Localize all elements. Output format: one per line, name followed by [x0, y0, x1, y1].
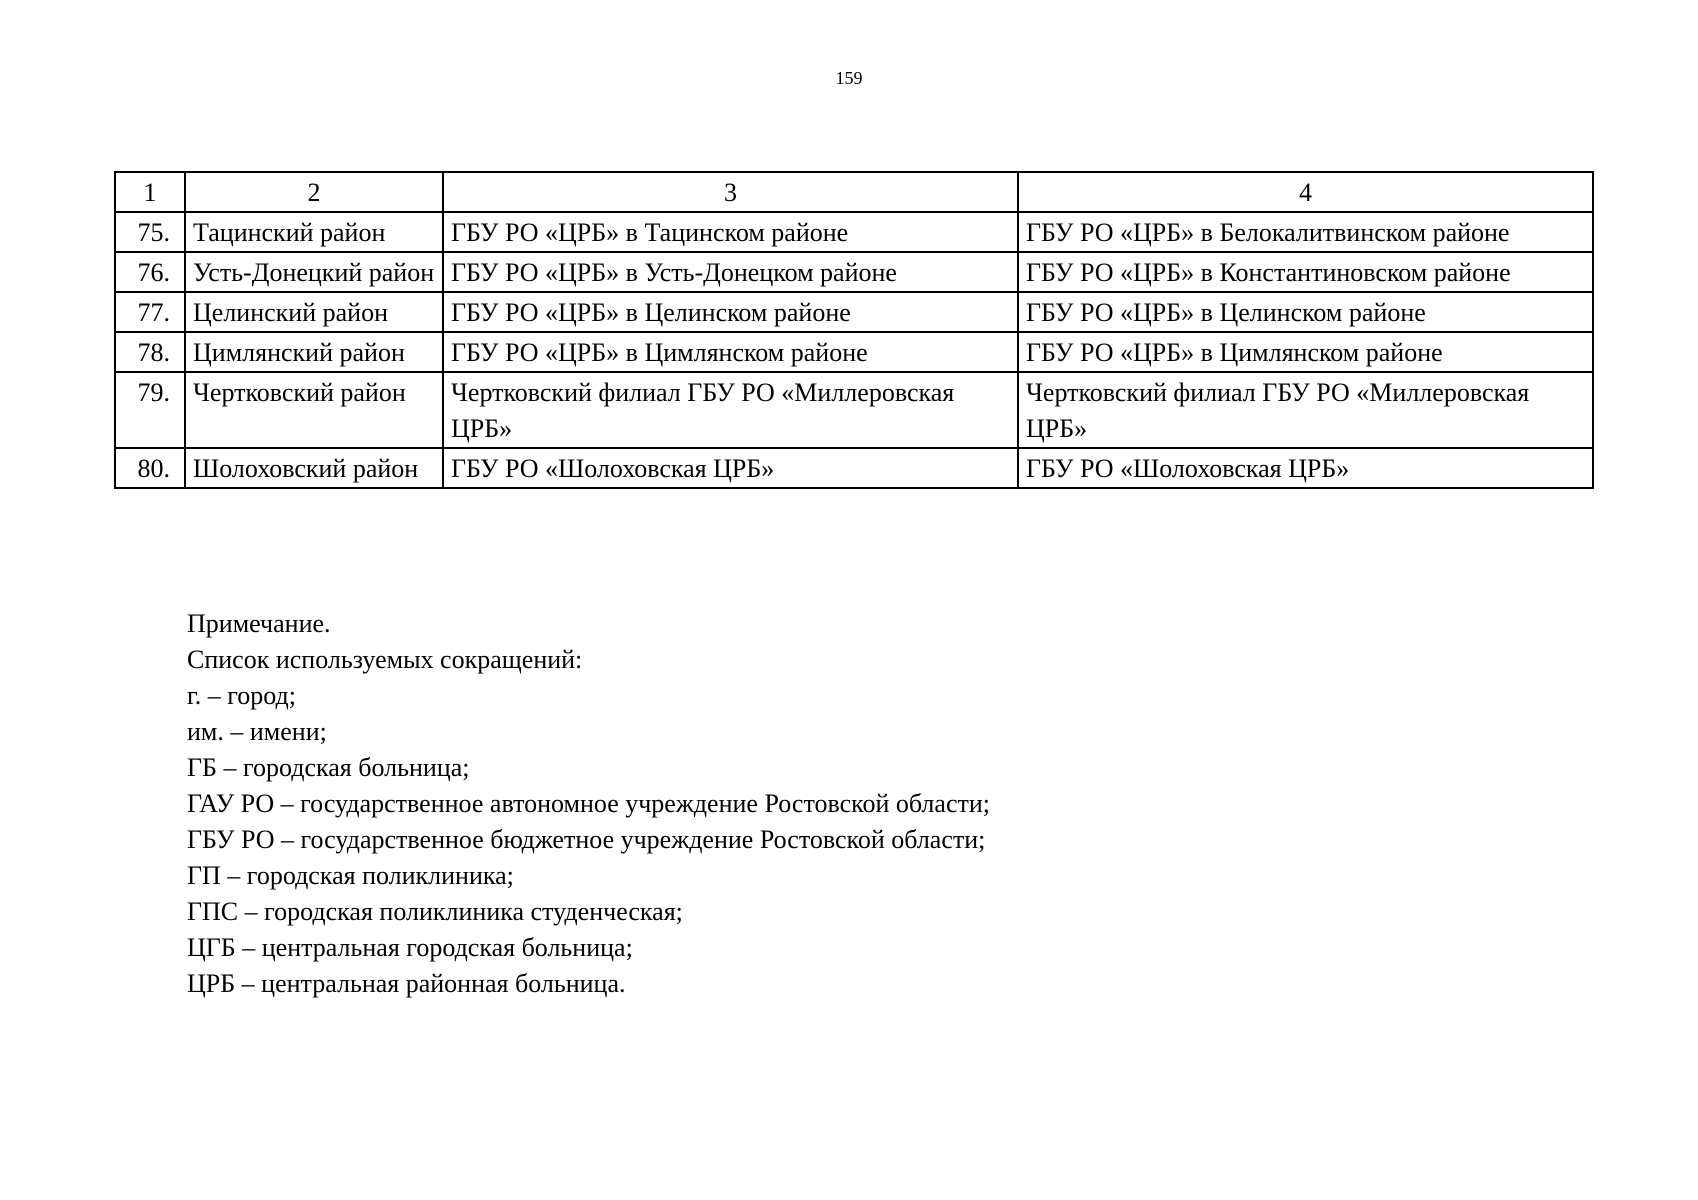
table-row — [115, 212, 1593, 252]
abbreviation-item: ЦРБ – центральная районная больница. — [187, 969, 626, 998]
table-row — [115, 292, 1593, 332]
institution-cell: ГБУ РО «Шолоховская ЦРБ» — [443, 448, 1018, 488]
abbreviation-item: ГАУ РО – государственное автономное учреждение Ростовской области; — [187, 789, 990, 818]
abbreviation-item: ГП – городская поликлиника; — [187, 861, 514, 890]
district-cell: Шолоховский район — [185, 448, 443, 488]
abbreviation-item: им. – имени; — [187, 717, 327, 746]
table-row — [115, 252, 1593, 292]
row-number: 78. — [115, 332, 185, 372]
table-header-cell: 4 — [1018, 172, 1593, 212]
page-number: 159 — [835, 68, 863, 88]
district-cell: Целинский район — [185, 292, 443, 332]
row-number: 79. — [115, 372, 185, 448]
table-row — [115, 372, 1593, 448]
abbreviation-item: ГБ – городская больница; — [187, 753, 470, 782]
table-header-cell: 3 — [443, 172, 1018, 212]
institution-cell: ГБУ РО «ЦРБ» в Белокалитвинском районе — [1018, 212, 1593, 252]
table-header-cell: 1 — [115, 172, 185, 212]
district-cell: Усть-Донецкий район — [185, 252, 443, 292]
table-header-cell: 2 — [185, 172, 443, 212]
abbreviation-item: г. – город; — [187, 681, 296, 710]
row-number: 80. — [115, 448, 185, 488]
institution-cell: ГБУ РО «Шолоховская ЦРБ» — [1018, 448, 1593, 488]
institution-cell: ГБУ РО «ЦРБ» в Целинском районе — [1018, 292, 1593, 332]
abbreviations-note — [187, 606, 990, 1002]
institution-cell: Чертковский филиал ГБУ РО «Миллеровская ЦРБ» — [443, 372, 1018, 448]
row-number: 75. — [115, 212, 185, 252]
institution-cell: ГБУ РО «ЦРБ» в Усть-Донецком районе — [443, 252, 1018, 292]
institution-cell: ГБУ РО «ЦРБ» в Целинском районе — [443, 292, 1018, 332]
district-cell: Цимлянский район — [185, 332, 443, 372]
district-cell: Чертковский район — [185, 372, 443, 448]
table-header-row — [115, 172, 1593, 212]
abbreviation-item: ГПС – городская поликлиника студенческая; — [187, 897, 683, 926]
table-row — [115, 448, 1593, 488]
abbreviation-item: ГБУ РО – государственное бюджетное учреждение Ростовской области; — [187, 825, 986, 854]
row-number: 77. — [115, 292, 185, 332]
institution-cell: ГБУ РО «ЦРБ» в Тацинском районе — [443, 212, 1018, 252]
institution-cell: Чертковский филиал ГБУ РО «Миллеровская ЦРБ» — [1018, 372, 1593, 448]
district-cell: Тацинский район — [185, 212, 443, 252]
institution-cell: ГБУ РО «ЦРБ» в Цимлянском районе — [1018, 332, 1593, 372]
table-row — [115, 332, 1593, 372]
institution-cell: ГБУ РО «ЦРБ» в Константиновском районе — [1018, 252, 1593, 292]
institution-cell: ГБУ РО «ЦРБ» в Цимлянском районе — [443, 332, 1018, 372]
note-title: Примечание. — [187, 609, 331, 638]
abbreviation-item: ЦГБ – центральная городская больница; — [187, 933, 633, 962]
row-number: 76. — [115, 252, 185, 292]
note-intro: Список используемых сокращений: — [187, 645, 583, 674]
institutions-table — [114, 171, 1594, 489]
